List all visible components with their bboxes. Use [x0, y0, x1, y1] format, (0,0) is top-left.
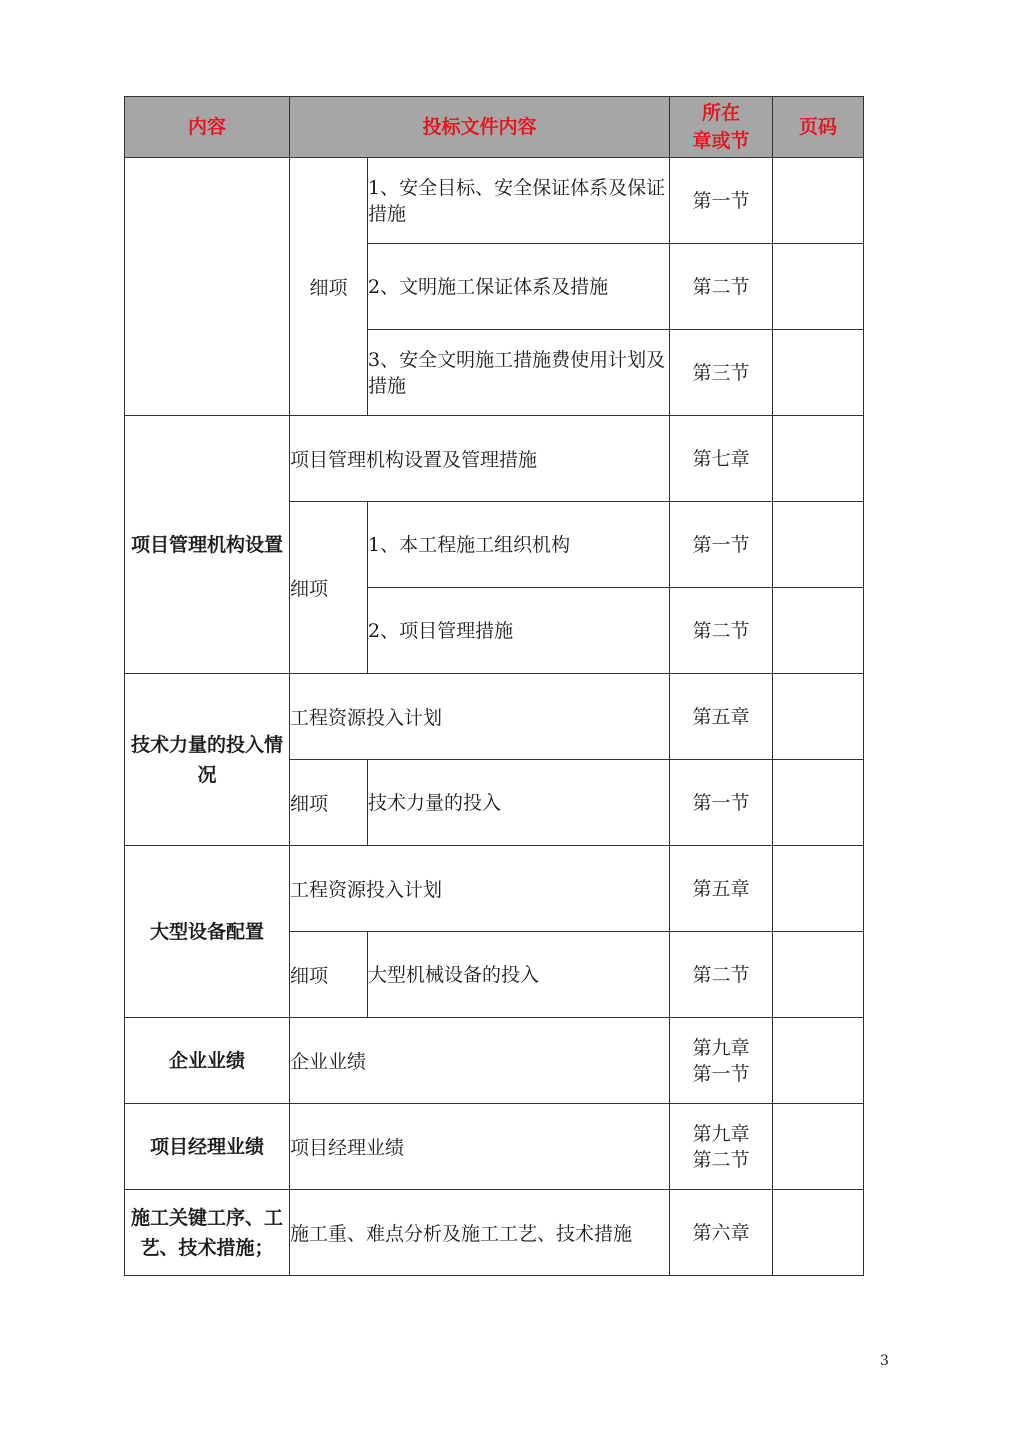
page-cell: [773, 244, 864, 330]
header-chapter: 所在 章或节: [670, 97, 773, 158]
table-row: [125, 158, 864, 244]
table-row: [125, 846, 864, 932]
page-cell: [773, 502, 864, 588]
chapter-cell: 第九章 第一节: [670, 1018, 773, 1104]
chapter-cell: 第六章: [670, 1190, 773, 1276]
toc-table: [124, 96, 864, 1276]
section-label: 施工关键工序、工艺、技术措施；: [125, 1190, 290, 1276]
chapter-cell: 第三节: [670, 330, 773, 416]
sub-item-label: 细项: [290, 760, 368, 846]
item-text: 2、项目管理措施: [368, 588, 670, 674]
chapter-cell: 第一节: [670, 760, 773, 846]
section-label: 大型设备配置: [125, 846, 290, 1018]
item-text: 大型机械设备的投入: [368, 932, 670, 1018]
header-row: [125, 97, 864, 158]
main-item-text: 项目管理机构设置及管理措施: [290, 416, 670, 502]
item-text: 1、本工程施工组织机构: [368, 502, 670, 588]
chapter-cell: 第九章 第二节: [670, 1104, 773, 1190]
item-text: 1、安全目标、安全保证体系及保证措施: [368, 158, 670, 244]
section-label: 技术力量的投入情况: [125, 674, 290, 846]
main-item-text: 施工重、难点分析及施工工艺、技术措施: [290, 1190, 670, 1276]
page-cell: [773, 416, 864, 502]
table-row: [125, 1018, 864, 1104]
page-number: 3: [880, 1353, 889, 1369]
page-cell: [773, 1104, 864, 1190]
section-label-empty: [125, 158, 290, 416]
header-doc-content: 投标文件内容: [290, 97, 670, 158]
item-text: 3、安全文明施工措施费使用计划及措施: [368, 330, 670, 416]
header-content: 内容: [125, 97, 290, 158]
section-label: 项目管理机构设置: [125, 416, 290, 674]
sub-item-label: 细项: [290, 932, 368, 1018]
page-cell: [773, 588, 864, 674]
chapter-cell: 第五章: [670, 846, 773, 932]
main-item-text: 工程资源投入计划: [290, 846, 670, 932]
main-item-text: 企业业绩: [290, 1018, 670, 1104]
page-cell: [773, 1018, 864, 1104]
sub-item-label: 细项: [290, 158, 368, 416]
table-row: [125, 674, 864, 760]
item-text: 2、文明施工保证体系及措施: [368, 244, 670, 330]
chapter-cell: 第二节: [670, 588, 773, 674]
page-cell: [773, 674, 864, 760]
item-text: 技术力量的投入: [368, 760, 670, 846]
header-page: 页码: [773, 97, 864, 158]
chapter-cell: 第一节: [670, 502, 773, 588]
section-label: 企业业绩: [125, 1018, 290, 1104]
main-item-text: 工程资源投入计划: [290, 674, 670, 760]
table-row: [125, 416, 864, 502]
chapter-cell: 第二节: [670, 932, 773, 1018]
table-row: [125, 1190, 864, 1276]
sub-item-label: 细项: [290, 502, 368, 674]
page-cell: [773, 846, 864, 932]
chapter-cell: 第七章: [670, 416, 773, 502]
page-cell: [773, 760, 864, 846]
main-item-text: 项目经理业绩: [290, 1104, 670, 1190]
page-cell: [773, 330, 864, 416]
page-cell: [773, 158, 864, 244]
table-row: [125, 1104, 864, 1190]
page-cell: [773, 932, 864, 1018]
section-label: 项目经理业绩: [125, 1104, 290, 1190]
chapter-cell: 第二节: [670, 244, 773, 330]
page-cell: [773, 1190, 864, 1276]
chapter-cell: 第一节: [670, 158, 773, 244]
chapter-cell: 第五章: [670, 674, 773, 760]
